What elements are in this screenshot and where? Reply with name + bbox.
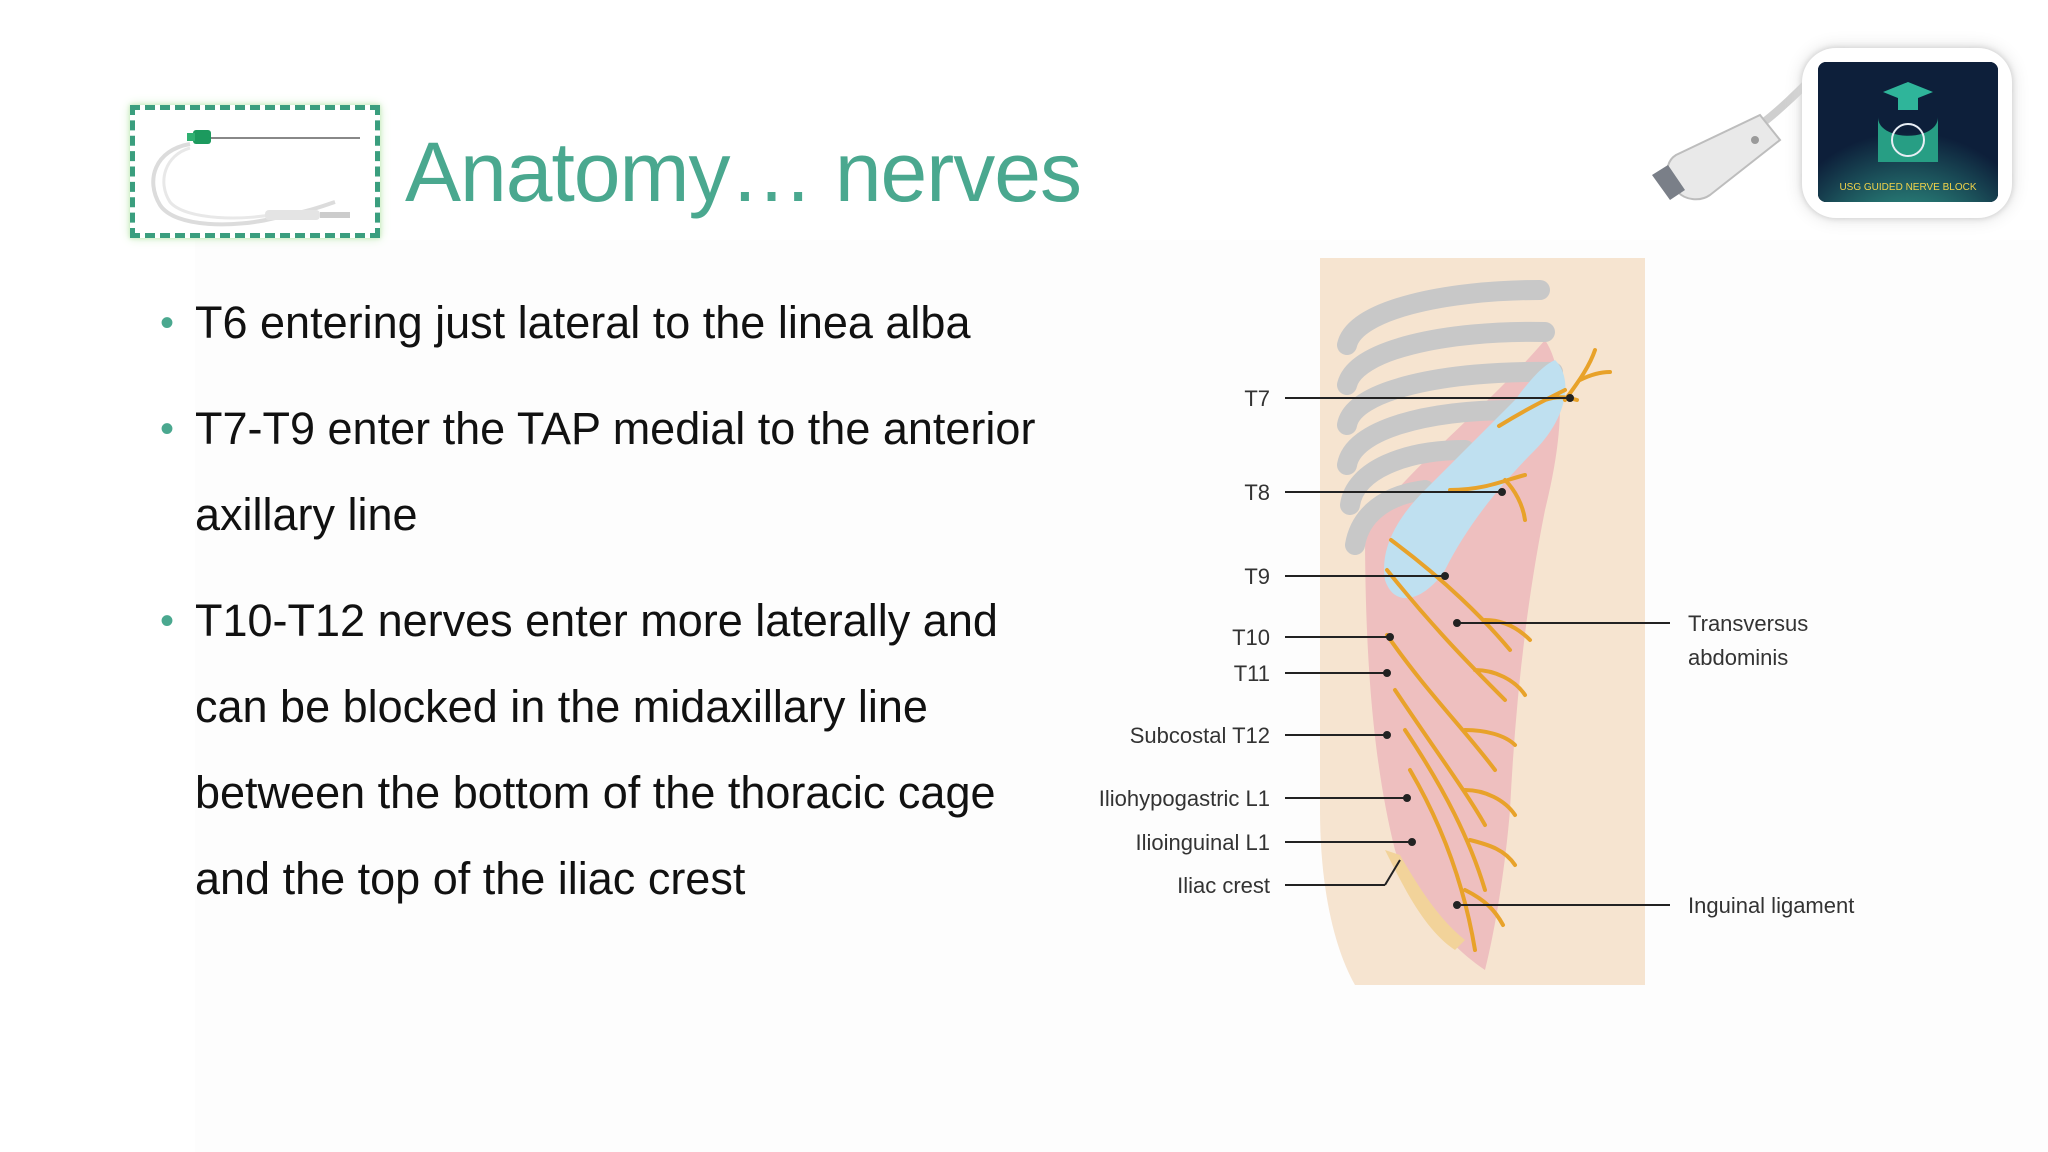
logo-image [1818, 62, 1998, 202]
ultrasound-probe-icon [1640, 70, 1820, 220]
label-iliohypogastric: Iliohypogastric L1 [1098, 786, 1270, 811]
course-logo [1640, 30, 2030, 230]
label-t10: T10 [1232, 625, 1270, 650]
label-abdominis: abdominis [1688, 645, 1789, 670]
bullet-text: T7-T9 enter the TAP medial to the anterior axillary line [195, 403, 1036, 540]
logo-caption: USG GUIDED NERVE BLOCK [1839, 182, 1977, 193]
list-item [150, 386, 1060, 558]
label-ilioinguinal: Ilioinguinal L1 [1135, 830, 1270, 855]
label-t11: T11 [1233, 661, 1270, 686]
page-title: Anatomy… nerves [405, 125, 1081, 219]
label-iliac-crest: Iliac crest [1177, 873, 1270, 898]
bullet-list [150, 280, 1060, 942]
label-t9: T9 [1244, 564, 1270, 589]
bullet-text: T10-T12 nerves enter more laterally and can be blocked in the midaxillary line between the bottom of the thoracic cage and the top of the iliac crest [195, 595, 998, 904]
bullet-text: T6 entering just lateral to the linea alba [195, 297, 971, 348]
label-t8: T8 [1244, 480, 1270, 505]
bullet-icon: • [160, 407, 175, 451]
label-transversus: Transversus [1688, 611, 1809, 636]
anatomy-figure [1065, 250, 1900, 995]
list-item [150, 280, 1060, 366]
label-t7: T7 [1244, 386, 1270, 411]
bullet-icon: • [160, 301, 175, 345]
label-inguinal-ligament: Inguinal ligament [1688, 893, 1855, 918]
label-subcostal: Subcostal T12 [1129, 723, 1270, 748]
bullet-icon: • [160, 599, 175, 643]
needle-kit-image [130, 105, 380, 238]
list-item [150, 578, 1060, 922]
